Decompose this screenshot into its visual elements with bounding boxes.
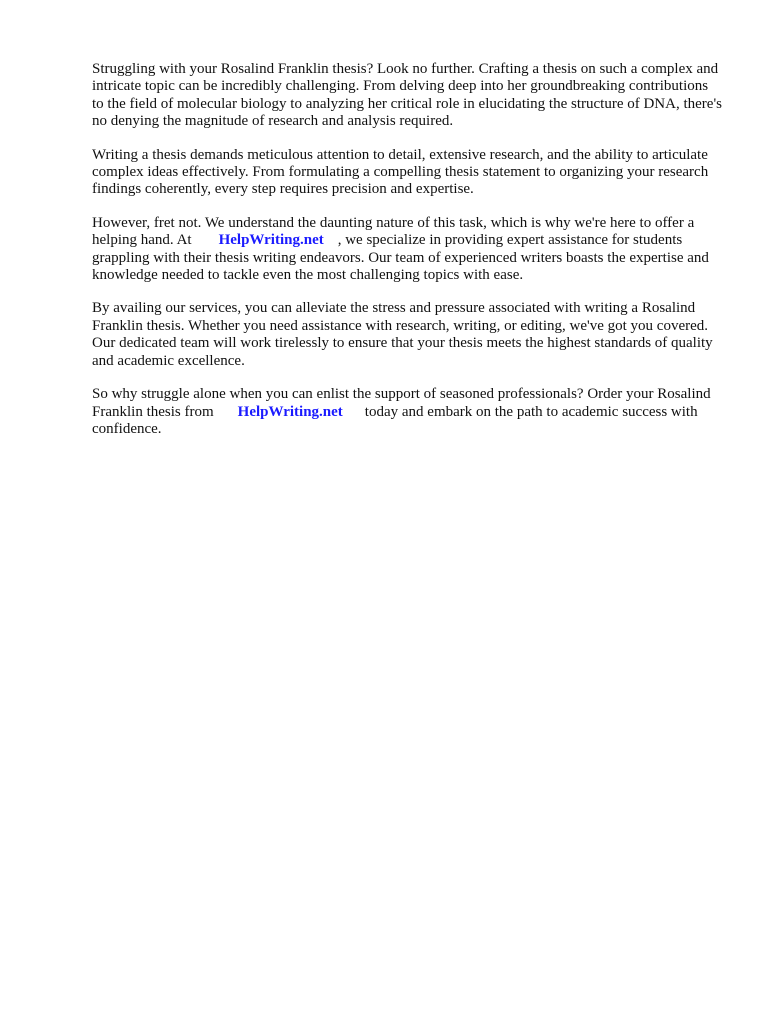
paragraph-closing-text-after: today and embark on the path to academic success with confidence. (92, 403, 698, 437)
paragraph-offer-text-after: , we specialize in providing expert assistance for students grappling with their thesis writing endeavors. Our team of experienced writers boasts the expertise and knowledge needed to tackle even the most challenging topics with ease. (92, 232, 709, 284)
helpwriting-link[interactable]: HelpWriting.net (218, 232, 324, 249)
paragraph-services: By availing our services, you can alleviate the stress and pressure associated with writing a Rosalind Franklin thesis. Whether you need assistance with research, writing, or editing, we've got you covered. Our dedicated team will work tirelessly to ensure that your thesis meets the highest standards of quality and academic excellence. (92, 300, 713, 369)
paragraph-offer (92, 215, 722, 285)
paragraph-requirements: Writing a thesis demands meticulous attention to detail, extensive research, and the ability to articulate complex ideas effectively. From formulating a compelling thesis statement to organizing your research findings coherently, every step requires precision and expertise. (92, 146, 709, 198)
paragraph-offer-text-before: However, fret not. We understand the daunting nature of this task, which is why we're here to offer a helping hand. At (92, 214, 695, 249)
paragraph-closing-text-before: So why struggle alone when you can enlist the support of seasoned professionals? Order your Rosalind Franklin thesis from (92, 386, 711, 420)
helpwriting-link-closing[interactable]: HelpWriting.net (237, 403, 343, 420)
document-body (92, 61, 722, 454)
paragraph-closing (92, 386, 722, 438)
paragraph-intro: Struggling with your Rosalind Franklin thesis? Look no further. Crafting a thesis on such a complex and intricate topic can be incredibly challenging. From delving deep into her groundbreaking contributions to the field of molecular biology to analyzing her critical role in elucidating the structure of DNA, there's no denying the magnitude of research and analysis required. (92, 61, 722, 130)
